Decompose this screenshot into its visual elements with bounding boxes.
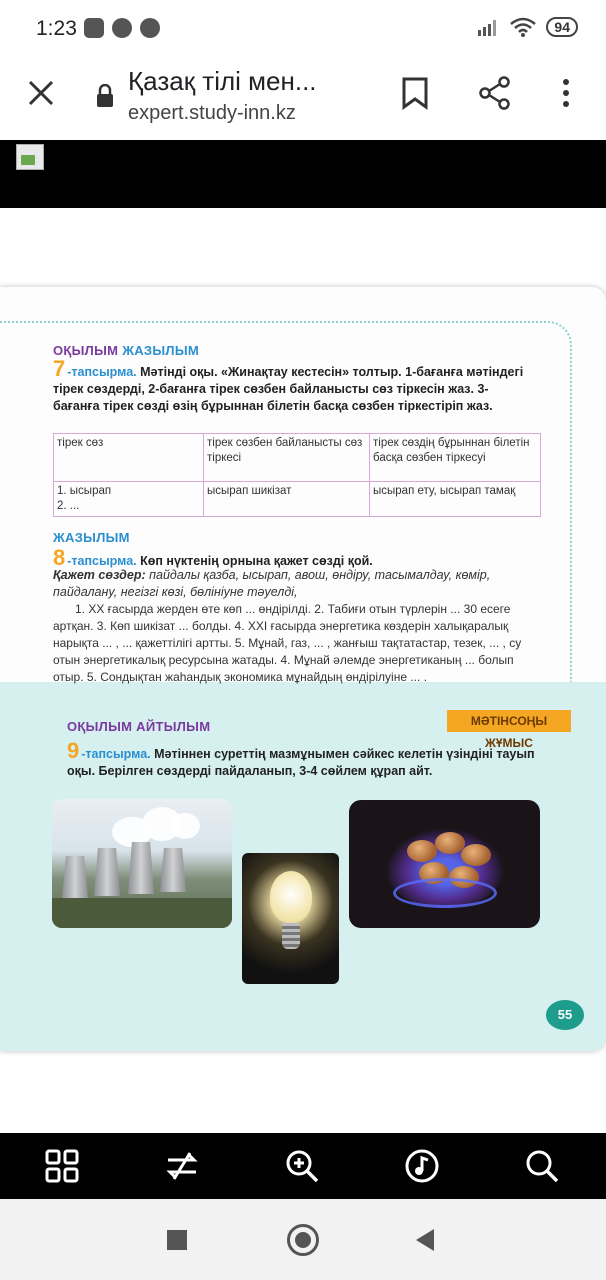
soccer-app-icon xyxy=(112,18,132,38)
task-label: -тапсырма. xyxy=(67,365,137,379)
section-heading-writing: ЖАЗЫЛЫМ xyxy=(53,530,130,545)
more-options-icon[interactable] xyxy=(560,78,572,108)
heading-part-reading: ОҚЫЛЫМ xyxy=(53,343,119,358)
page-number: 55 xyxy=(546,1000,584,1030)
panda-app-icon xyxy=(140,18,160,38)
task-text: Мәтіннен суреттің мазмұнымен сәйкес келетін үзіндіні тауып оқы. Берілген сөздерді пайдаланып, 3-4 сөйлем құрап айт. xyxy=(67,747,535,778)
page-title[interactable]: Қазақ тілі мен... xyxy=(128,66,317,96)
notification-icons xyxy=(84,18,160,38)
table-cell-text: 1. ысырап xyxy=(57,485,112,497)
required-words xyxy=(53,567,543,601)
page-header-bar xyxy=(0,140,606,208)
task-number: 9 xyxy=(67,738,80,763)
task-9 xyxy=(67,738,537,780)
words-label: Қажет сөздер: xyxy=(53,568,146,582)
back-icon[interactable] xyxy=(416,1229,434,1251)
reader-toolbar xyxy=(0,1133,606,1199)
task-7 xyxy=(53,356,533,415)
words-list: пайдалы қазба, ысырап, авош, өндіру, тасымалдау, көмір, пайдалану, негізгі көзі, бөлініуне тәуелді, xyxy=(53,568,491,599)
lock-icon xyxy=(95,84,115,108)
search-icon[interactable] xyxy=(524,1149,560,1183)
close-icon[interactable] xyxy=(26,78,56,108)
zoom-in-icon[interactable] xyxy=(284,1149,320,1183)
broken-image-icon xyxy=(16,144,44,170)
power-plant-photo xyxy=(52,799,232,928)
table-cell xyxy=(54,482,204,517)
post-text-work-badge: МӘТІНСОҢЫ ЖҰМЫС xyxy=(447,710,571,732)
task-label: -тапсырма. xyxy=(81,747,151,761)
gas-burner-coins-photo xyxy=(349,800,540,928)
wifi-icon xyxy=(510,17,536,37)
page-url[interactable]: expert.study-inn.kz xyxy=(128,102,296,124)
textbook-page xyxy=(0,287,606,1051)
table-header: тірек сөз xyxy=(54,434,204,482)
table-cell-text: 2. ... xyxy=(57,500,80,512)
home-icon[interactable] xyxy=(287,1224,319,1256)
task-number: 8 xyxy=(53,545,66,570)
recent-apps-icon[interactable] xyxy=(167,1230,187,1250)
task-number: 7 xyxy=(53,356,66,381)
heading-part-writing: ЖАЗЫЛЫМ xyxy=(122,343,199,358)
bookmark-icon[interactable] xyxy=(400,76,430,110)
task-text: Мәтінді оқы. «Жинақтау кестесін» толтыр. 1-бағанға мәтіндегі тірек сөздерді, 2-бағанға тірек сөзбен байланысты сөз тіркесін жаз. 3-бағанға тірек сөзді өзің бұрыннан білетін басқа сөзбен тіркестіріп жаз. xyxy=(53,365,524,413)
signal-icon xyxy=(478,18,500,36)
audio-icon[interactable] xyxy=(404,1149,440,1183)
app-notification-icon xyxy=(84,18,104,38)
section-heading-reading-speaking: ОҚЫЛЫМ АЙТЫЛЫМ xyxy=(67,719,211,734)
swap-icon[interactable] xyxy=(164,1149,200,1183)
table-header: тірек сөзбен байланысты сөз тіркесі xyxy=(204,434,370,482)
browser-toolbar xyxy=(0,58,606,140)
task-label: -тапсырма. xyxy=(67,554,137,568)
system-navigation-bar xyxy=(0,1199,606,1280)
task-text: Көп нүктенің орнына қажет сөзді қой. xyxy=(136,554,373,568)
grid-view-icon[interactable] xyxy=(44,1149,80,1183)
table-cell: ысырап ету, ысырап тамақ xyxy=(370,482,541,517)
status-bar xyxy=(0,0,606,58)
status-time: 1:23 xyxy=(36,17,77,40)
task-8-sentences: 1. XX ғасырда жерден өте көп ... өндірілді. 2. Табиғи отын түрлерін ... 30 есеге артқан. 3. Көп шикізат ... болды. 4. XXI ғасырда энергетика көздерін халықаралық нарықта ... , ... қажеттілігі артты. 5. Мұнай, газ, ... , жанғыш тақтатастар, тезек, ... , су отын энергетикалық ресурсына жатады. 4. Мұнай әлемде энергетиканың ... болып отыр. 5. Сондықтан жаһандық экономика мұнайдың өндірілуіне ... . xyxy=(53,602,522,684)
section-heading-reading-writing xyxy=(53,343,199,358)
battery-indicator: 94 xyxy=(546,17,578,37)
table-header: тірек сөздің бұрыннан білетін басқа сөзбен тіркесуі xyxy=(370,434,541,482)
summary-table xyxy=(53,433,541,517)
share-icon[interactable] xyxy=(478,76,512,110)
table-cell: ысырап шикізат xyxy=(204,482,370,517)
light-bulb-photo xyxy=(242,853,339,984)
